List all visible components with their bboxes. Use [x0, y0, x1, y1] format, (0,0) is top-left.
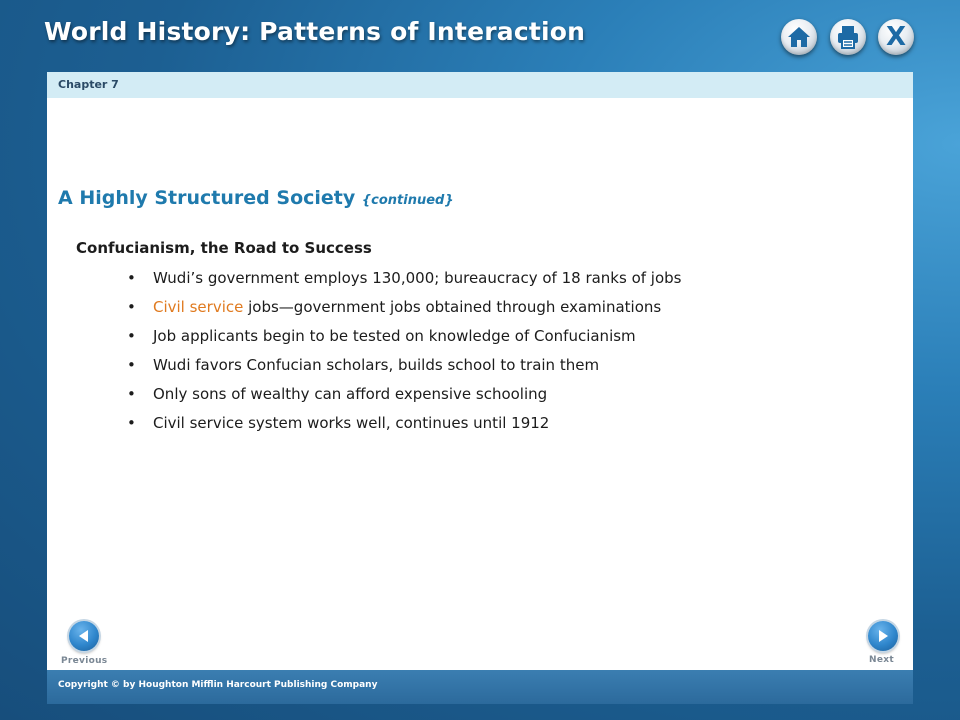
copyright-text: Copyright © by Houghton Mifflin Harcourt Publishing Company: [58, 680, 378, 690]
chapter-label: Chapter 7: [58, 78, 119, 91]
highlight-term: Civil service: [153, 298, 244, 316]
chapter-bar: [47, 72, 913, 98]
list-item: [127, 384, 682, 413]
bullet-text: Civil service system works well, continues until 1912: [153, 414, 550, 432]
slide-title-suffix: {continued}: [361, 193, 454, 208]
footer-bar: [47, 670, 913, 704]
previous-button[interactable]: [69, 621, 99, 651]
printer-icon: [836, 25, 860, 49]
bullet-marker: •: [127, 414, 136, 432]
close-button[interactable]: [878, 19, 914, 55]
list-item: [127, 355, 682, 384]
list-item: [127, 268, 682, 297]
slide-content: [47, 98, 913, 670]
list-item: [127, 413, 682, 442]
bullet-marker: •: [127, 269, 136, 287]
home-button[interactable]: [781, 19, 817, 55]
bullet-marker: •: [127, 385, 136, 403]
bullet-marker: •: [127, 298, 136, 316]
close-icon: X: [885, 22, 907, 52]
bullet-list: [127, 268, 682, 442]
bullet-text: Only sons of wealthy can afford expensive schooling: [153, 385, 548, 403]
app-title: World History: Patterns of Interaction: [44, 17, 586, 46]
next-label: Next: [869, 655, 894, 665]
arrow-left-icon: [77, 629, 91, 643]
print-button[interactable]: [830, 19, 866, 55]
next-button[interactable]: [868, 621, 898, 651]
home-icon: [787, 26, 811, 48]
bullet-text: Job applicants begin to be tested on knowledge of Confucianism: [153, 327, 636, 345]
subheading: Confucianism, the Road to Success: [76, 239, 372, 257]
arrow-right-icon: [876, 629, 890, 643]
list-item: [127, 297, 682, 326]
slide-title-text: A Highly Structured Society: [58, 187, 356, 209]
slide-title: [58, 187, 454, 209]
bullet-marker: •: [127, 356, 136, 374]
bullet-text: jobs—government jobs obtained through examinations: [243, 298, 662, 316]
previous-label: Previous: [61, 656, 108, 666]
list-item: [127, 326, 682, 355]
bullet-text: Wudi’s government employs 130,000; bureaucracy of 18 ranks of jobs: [153, 269, 682, 287]
bullet-text: Wudi favors Confucian scholars, builds school to train them: [153, 356, 600, 374]
bullet-marker: •: [127, 327, 136, 345]
